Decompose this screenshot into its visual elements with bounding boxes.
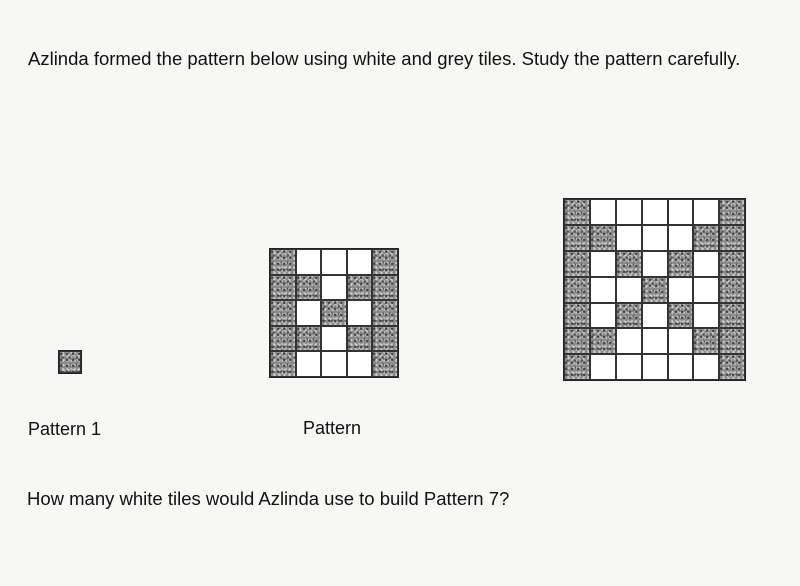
grey-tile [372, 351, 398, 377]
grey-tile [719, 251, 745, 277]
white-tile [590, 354, 616, 380]
white-tile [296, 351, 322, 377]
white-tile [642, 225, 668, 251]
grey-tile [347, 326, 373, 352]
white-tile [693, 354, 719, 380]
grey-tile [270, 326, 296, 352]
pattern-1-label: Pattern 1 [28, 419, 102, 439]
grey-tile [719, 277, 745, 303]
grey-tile [590, 225, 616, 251]
grey-tile [719, 225, 745, 251]
white-tile [642, 251, 668, 277]
grey-tile [564, 199, 590, 225]
grey-tile [616, 303, 642, 329]
question-text: How many white tiles would Azlinda use to build Pattern 7? [27, 488, 510, 509]
grey-tile [321, 300, 347, 326]
white-tile [642, 303, 668, 329]
white-tile [616, 328, 642, 354]
grey-tile [270, 275, 296, 301]
grey-tile [564, 251, 590, 277]
white-tile [668, 199, 694, 225]
white-tile [693, 199, 719, 225]
grey-tile [590, 328, 616, 354]
grey-tile [564, 277, 590, 303]
white-tile [616, 225, 642, 251]
grey-tile [668, 303, 694, 329]
white-tile [321, 249, 347, 275]
white-tile [347, 351, 373, 377]
white-tile [321, 326, 347, 352]
pattern-1-grid [58, 350, 82, 374]
grey-tile [719, 199, 745, 225]
white-tile [296, 300, 322, 326]
grey-tile [693, 225, 719, 251]
grey-tile [668, 251, 694, 277]
white-tile [642, 354, 668, 380]
grey-tile [372, 249, 398, 275]
white-tile [693, 277, 719, 303]
white-tile [590, 199, 616, 225]
white-tile [590, 251, 616, 277]
grey-tile [616, 251, 642, 277]
grey-tile [693, 328, 719, 354]
grey-tile [719, 354, 745, 380]
white-tile [347, 300, 373, 326]
grey-tile [59, 351, 81, 373]
pattern-2-grid [269, 248, 399, 378]
grey-tile [372, 300, 398, 326]
white-tile [321, 275, 347, 301]
grey-tile [642, 277, 668, 303]
white-tile [668, 354, 694, 380]
white-tile [642, 199, 668, 225]
white-tile [642, 328, 668, 354]
white-tile [347, 249, 373, 275]
grey-tile [372, 275, 398, 301]
white-tile [668, 328, 694, 354]
grey-tile [719, 328, 745, 354]
white-tile [616, 199, 642, 225]
grey-tile [270, 351, 296, 377]
problem-intro: Azlinda formed the pattern below using white and grey tiles. Study the pattern carefully. [28, 48, 741, 69]
white-tile [616, 354, 642, 380]
grey-tile [270, 300, 296, 326]
white-tile [590, 277, 616, 303]
grey-tile [564, 303, 590, 329]
white-tile [668, 225, 694, 251]
grey-tile [564, 354, 590, 380]
pattern-3-grid [563, 198, 746, 381]
grey-tile [564, 328, 590, 354]
grey-tile [270, 249, 296, 275]
grey-tile [347, 275, 373, 301]
grey-tile [372, 326, 398, 352]
grey-tile [296, 326, 322, 352]
grey-tile [719, 303, 745, 329]
white-tile [693, 251, 719, 277]
white-tile [693, 303, 719, 329]
white-tile [296, 249, 322, 275]
pattern-2-label: Pattern [303, 418, 362, 438]
grey-tile [564, 225, 590, 251]
white-tile [590, 303, 616, 329]
white-tile [616, 277, 642, 303]
white-tile [668, 277, 694, 303]
white-tile [321, 351, 347, 377]
grey-tile [296, 275, 322, 301]
